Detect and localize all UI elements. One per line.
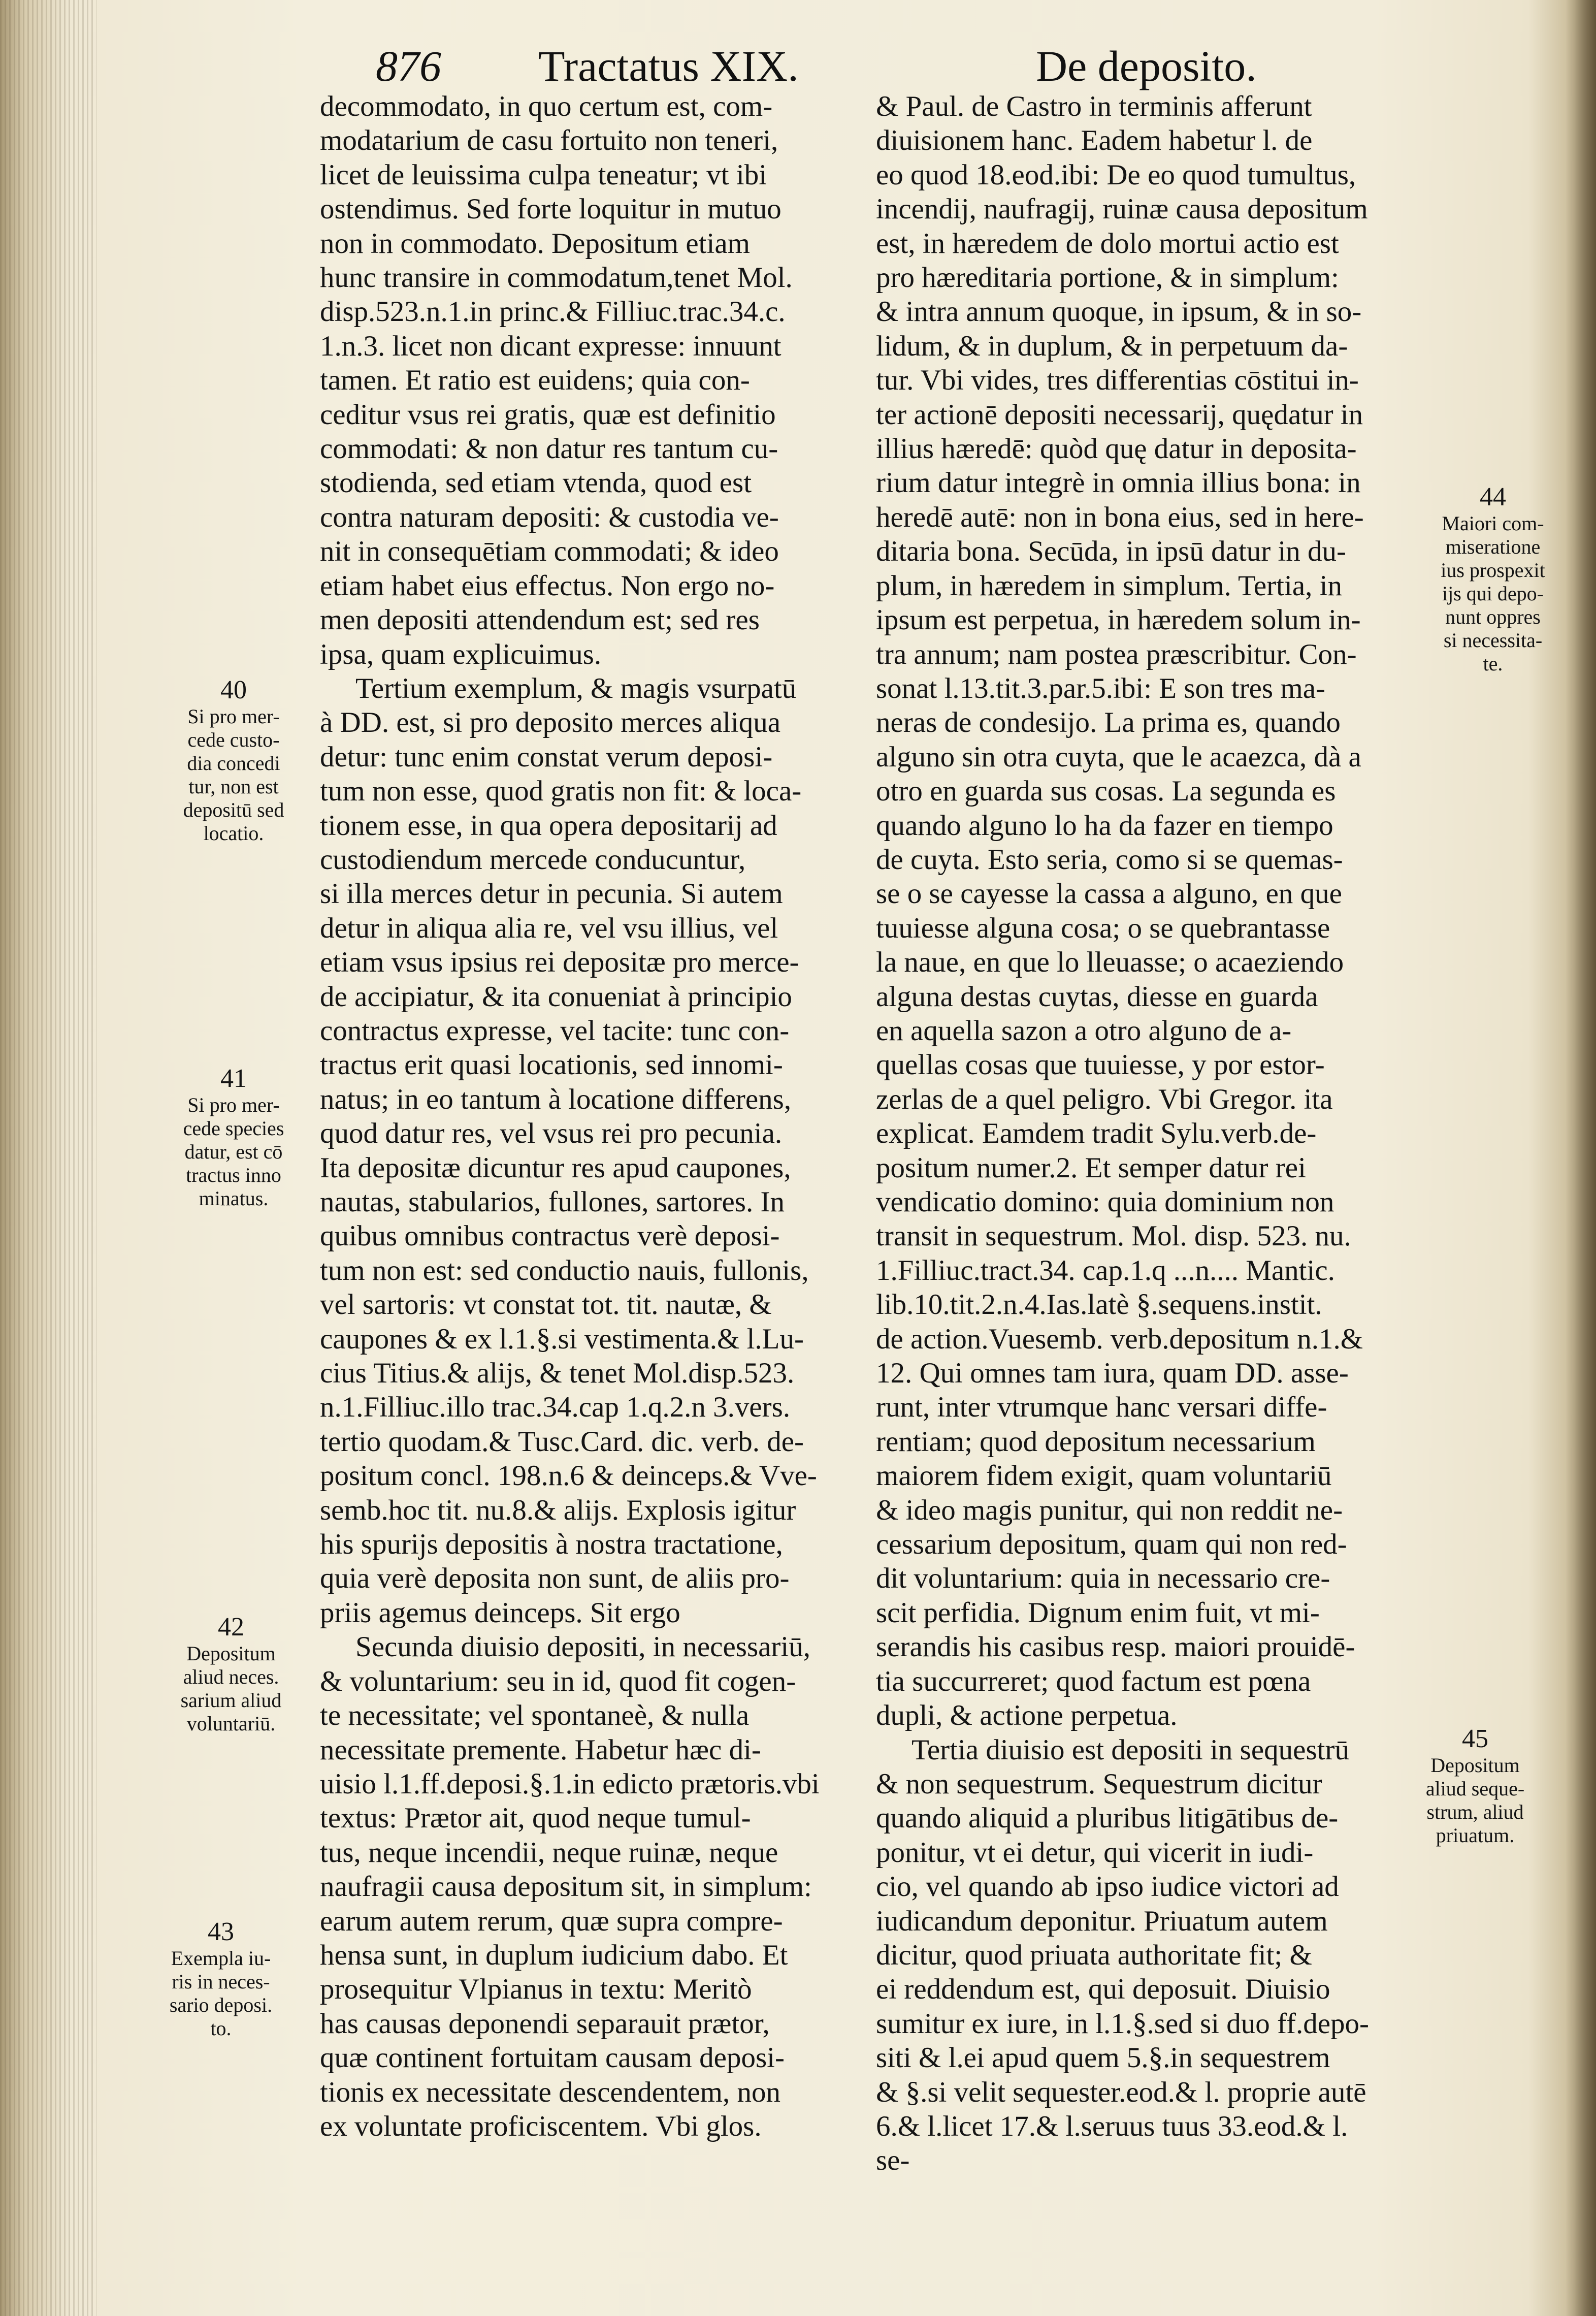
text-line: Tertia diuisio est depositi in sequestrū xyxy=(911,1733,1349,1766)
text-line: commodati: & non datur res tantum cu- xyxy=(320,433,778,465)
text-line: ipsa, quam explicuimus. xyxy=(320,638,602,670)
page-shadow xyxy=(1566,0,1596,2316)
margin-note-number: 44 xyxy=(1480,482,1506,511)
text-line: rentiam; quod depositum necessarium xyxy=(876,1425,1316,1458)
text-line: necessitate premente. Habetur hæc di- xyxy=(320,1733,761,1766)
margin-note-43 xyxy=(142,1917,300,2040)
margin-note-line: ijs qui depo- xyxy=(1442,582,1544,605)
text-line: tur. Vbi vides, tres differentias cōstitui in- xyxy=(876,364,1359,397)
text-line: & intra annum quoque, in ipsum, & in so- xyxy=(876,296,1362,328)
text-line: transit in sequestrum. Mol. disp. 523. nu. xyxy=(876,1220,1351,1252)
text-line: rium datur integrè in omnia illius bona: in xyxy=(876,467,1361,499)
margin-note-line: tractus inno xyxy=(186,1164,281,1186)
text-line: tia succurreret; quod factum est pœna xyxy=(876,1665,1311,1697)
text-line: disp.523.n.1.in princ.& Filliuc.trac.34.c. xyxy=(320,296,786,328)
text-line: ditaria bona. Secūda, in ipsū datur in du- xyxy=(876,535,1347,568)
margin-note-line: miseratione xyxy=(1445,535,1541,558)
text-line: tuuiesse alguna cosa; o se quebrantasse xyxy=(876,912,1330,944)
text-line: pro hæreditaria portione, & in simplum: xyxy=(876,262,1339,294)
margin-note-line: aliud seque- xyxy=(1425,1777,1525,1800)
text-line: dupli, & actione perpetua. xyxy=(876,1699,1178,1732)
text-line: lidum, & in duplum, & in perpetuum da- xyxy=(876,330,1348,362)
margin-note-line: Depositum xyxy=(186,1642,276,1665)
text-line: naufragii causa depositum sit, in simplum: xyxy=(320,1871,812,1903)
text-line: licet de leuissima culpa teneatur; vt ibi xyxy=(320,158,767,191)
text-line: hensa sunt, in duplum iudicium dabo. Et xyxy=(320,1939,788,1971)
text-line: alguno sin otra cuyta, que le acaezca, dà a xyxy=(876,741,1361,773)
margin-note-line: voluntariū. xyxy=(186,1712,276,1735)
text-line: hunc transire in commodatum,tenet Mol. xyxy=(320,262,793,294)
margin-note-line: dia concedi xyxy=(187,752,280,775)
margin-note-number: 43 xyxy=(208,1917,234,1946)
text-line: runt, inter vtrumque hanc versari diffe- xyxy=(876,1391,1327,1424)
text-line: de action.Vuesemb. verb.depositum n.1.& xyxy=(876,1323,1363,1355)
text-line: serandis his casibus resp. maiori prouidē- xyxy=(876,1631,1355,1663)
text-line: decommodato, in quo certum est, com- xyxy=(320,90,773,122)
margin-note-line: ris in neces- xyxy=(172,1970,270,1993)
right-text-column xyxy=(876,89,1432,2178)
text-line: cius Titius.& alijs, & tenet Mol.disp.523. xyxy=(320,1357,795,1390)
text-line: sonat l.13.tit.3.par.5.ibi: E son tres ma- xyxy=(876,672,1325,704)
margin-note-line: strum, aliud xyxy=(1426,1800,1524,1823)
text-line: à DD. est, si pro deposito merces aliqua xyxy=(320,706,781,739)
text-line: detur: tunc enim constat verum deposi- xyxy=(320,741,773,773)
text-line: n.1.Filliuc.illo trac.34.cap 1.q.2.n 3.vers. xyxy=(320,1391,791,1424)
text-line: modatarium de casu fortuito non teneri, xyxy=(320,124,778,157)
margin-note-number: 42 xyxy=(218,1613,244,1642)
text-line: en aquella sazon a otro alguno de a- xyxy=(876,1014,1292,1047)
margin-note-line: sario deposi. xyxy=(169,1993,273,2016)
text-line: tus, neque incendii, neque ruinæ, neque xyxy=(320,1836,778,1869)
margin-note-45 xyxy=(1402,1724,1549,1847)
text-line: Ita depositæ dicuntur res apud caupones, xyxy=(320,1151,791,1184)
text-line: maiorem fidem exigit, quam voluntariū xyxy=(876,1460,1332,1492)
text-line: & non sequestrum. Sequestrum dicitur xyxy=(876,1767,1322,1800)
text-line: diuisionem hanc. Eadem habetur l. de xyxy=(876,124,1313,157)
margin-note-line: locatio. xyxy=(203,822,264,845)
text-line: tra annum; nam postea præscribitur. Con- xyxy=(876,638,1357,670)
text-line: alguna destas cuytas, diesse en guarda xyxy=(876,980,1318,1013)
text-line: contractus expresse, vel tacite: tunc con- xyxy=(320,1014,790,1047)
text-line: textus: Prætor ait, quod neque tumul- xyxy=(320,1802,751,1835)
text-line: stodienda, sed etiam vtenda, quod est xyxy=(320,467,752,499)
margin-note-line: depositū sed xyxy=(183,798,284,821)
text-line: dicitur, quod priuata authoritate fit; & xyxy=(876,1939,1312,1971)
text-line: de accipiatur, & ita conueniat à principio xyxy=(320,980,792,1013)
margin-note-line: tur, non est xyxy=(188,775,279,798)
margin-note-44 xyxy=(1432,482,1554,676)
text-line: his spurijs depositis à nostra tractatione, xyxy=(320,1528,783,1561)
text-line: si illa merces detur in pecunia. Si autem xyxy=(320,878,783,910)
text-line: semb.hoc tit. nu.8.& alijs. Explosis igitur xyxy=(320,1494,796,1526)
text-line: illius hæredē: quòd quę datur in deposita- xyxy=(876,433,1357,465)
text-line: nit in consequētiam commodati; & ideo xyxy=(320,535,779,568)
page-stack-edge xyxy=(0,0,96,2316)
text-line: earum autem rerum, quæ supra compre- xyxy=(320,1905,783,1937)
text-line: ei reddendum est, qui deposuit. Diuisio xyxy=(876,1973,1330,2006)
left-text-column xyxy=(320,89,868,2143)
running-subject: De deposito. xyxy=(1036,42,1257,90)
margin-note-line: Maiori com- xyxy=(1442,512,1544,535)
text-line: men depositi attendendum est; sed res xyxy=(320,604,760,636)
margin-note-line: to. xyxy=(210,2017,232,2040)
margin-note-line: te. xyxy=(1483,652,1503,675)
text-line: contra naturam depositi: & custodia ve- xyxy=(320,501,779,533)
text-line: positum numer.2. Et semper datur rei xyxy=(876,1151,1306,1184)
text-line: scit perfidia. Dignum enim fuit, vt mi- xyxy=(876,1596,1320,1629)
margin-note-number: 45 xyxy=(1462,1724,1488,1753)
margin-note-42 xyxy=(152,1613,310,1735)
text-line: explicat. Eamdem tradit Sylu.verb.de- xyxy=(876,1117,1317,1150)
text-line: priis agemus deinceps. Sit ergo xyxy=(320,1596,680,1629)
text-line: nautas, stabularios, fullones, sartores. In xyxy=(320,1186,785,1218)
margin-note-line: datur, est cō xyxy=(184,1140,283,1163)
text-line: de cuyta. Esto seria, como si se quemas- xyxy=(876,843,1343,876)
text-line: otro en guarda sus cosas. La segunda es xyxy=(876,775,1336,808)
margin-note-line: Si pro mer- xyxy=(187,1093,280,1116)
margin-note-line: minatus. xyxy=(199,1187,269,1210)
text-line: tum non est: sed conductio nauis, fullonis, xyxy=(320,1254,809,1286)
text-line: ipsum est perpetua, in hæredem solum in- xyxy=(876,604,1361,636)
text-line: tionis ex necessitate descendentem, non xyxy=(320,2076,780,2108)
text-line: se- xyxy=(876,2144,910,2177)
text-line: eo quod 18.eod.ibi: De eo quod tumultus, xyxy=(876,158,1356,191)
text-line: neras de condesijo. La prima es, quando xyxy=(876,706,1341,739)
text-line: & ideo magis punitur, qui non reddit ne- xyxy=(876,1494,1343,1526)
margin-note-line: Si pro mer- xyxy=(187,705,280,728)
text-line: caupones & ex l.1.§.si vestimenta.& l.Lu- xyxy=(320,1323,804,1355)
margin-note-line: Depositum xyxy=(1430,1754,1520,1777)
text-line: & Paul. de Castro in terminis afferunt xyxy=(876,90,1312,122)
margin-note-41 xyxy=(157,1064,310,1210)
text-line: quia verè deposita non sunt, de aliis pro- xyxy=(320,1562,790,1595)
text-line: tum non esse, quod gratis non fit: & loca- xyxy=(320,775,802,808)
text-line: quando aliquid a pluribus litigātibus de- xyxy=(876,1802,1339,1835)
text-line: uisio l.1.ff.deposi.§.1.in edicto prætoris.vbi xyxy=(320,1767,820,1800)
text-line: ceditur vsus rei gratis, quæ est definitio xyxy=(320,398,776,431)
text-line: detur in aliqua alia re, vel vsu illius, vel xyxy=(320,912,778,944)
margin-note-line: sarium aliud xyxy=(180,1689,282,1712)
text-line: has causas deponendi separauit prætor, xyxy=(320,2007,770,2040)
text-line: 6.& l.licet 17.& l.seruus tuus 33.eod.& l. xyxy=(876,2110,1348,2142)
text-line: quæ continent fortuitam causam deposi- xyxy=(320,2042,785,2074)
text-line: vel sartoris: vt constat tot. tit. nautæ, & xyxy=(320,1289,772,1321)
text-line: Tertium exemplum, & magis vsurpatū xyxy=(355,672,797,704)
text-line: & §.si velit sequester.eod.& l. proprie autē xyxy=(876,2076,1366,2108)
text-line: 1.n.3. licet non dicant expresse: innuunt xyxy=(320,330,781,362)
text-line: tractus erit quasi locationis, sed innomi- xyxy=(320,1049,783,1081)
text-line: ostendimus. Sed forte loquitur in mutuo xyxy=(320,193,781,226)
text-line: ter actionē depositi necessarij, quędatur in xyxy=(876,398,1363,431)
text-line: quibus omnibus contractus verè deposi- xyxy=(320,1220,780,1252)
text-line: heredē autē: non in bona eius, sed in here- xyxy=(876,501,1364,533)
page-number: 876 xyxy=(376,42,441,90)
margin-note-line: nunt oppres xyxy=(1445,605,1541,628)
text-line: & voluntarium: seu in id, quod fit cogen- xyxy=(320,1665,796,1697)
text-line: cio, vel quando ab ipso iudice victori ad xyxy=(876,1871,1339,1903)
margin-note-line: Exempla iu- xyxy=(171,1947,271,1970)
text-line: zerlas de a quel peligro. Vbi Gregor. ita xyxy=(876,1083,1333,1115)
text-line: ex voluntate proficiscentem. Vbi glos. xyxy=(320,2110,762,2142)
margin-note-line: ius prospexit xyxy=(1441,559,1545,582)
text-line: est, in hæredem de dolo mortui actio est xyxy=(876,227,1339,260)
text-line: quellas cosas que tuuiesse, y por estor- xyxy=(876,1049,1325,1081)
margin-note-line: priuatum. xyxy=(1436,1824,1515,1847)
text-line: non in commodato. Depositum etiam xyxy=(320,227,750,260)
text-line: se o se cayesse la cassa a alguno, en que xyxy=(876,878,1342,910)
margin-note-line: aliud neces. xyxy=(183,1665,279,1688)
text-line: cessarium depositum, quam qui non red- xyxy=(876,1528,1347,1561)
text-line: vendicatio domino: quia dominium non xyxy=(876,1186,1334,1218)
margin-note-line: cede species xyxy=(183,1117,284,1140)
text-line: etiam vsus ipsius rei depositæ pro merce- xyxy=(320,946,799,979)
text-line: sumitur ex iure, in l.1.§.sed si duo ff.depo- xyxy=(876,2007,1369,2040)
text-line: 1.Filliuc.tract.34. cap.1.q ...n.... Mantic. xyxy=(876,1254,1335,1286)
margin-note-number: 41 xyxy=(220,1064,247,1093)
running-title: Tractatus XIX. xyxy=(538,42,799,90)
text-line: te necessitate; vel spontaneè, & nulla xyxy=(320,1699,750,1732)
margin-note-number: 40 xyxy=(220,676,247,704)
text-line: siti & l.ei apud quem 5.§.in sequestrem xyxy=(876,2042,1330,2074)
text-line: quod datur res, vel vsus rei pro pecunia. xyxy=(320,1117,783,1150)
text-line: tamen. Et ratio est euidens; quia con- xyxy=(320,364,750,397)
text-line: prosequitur Vlpianus in textu: Meritò xyxy=(320,1973,752,2006)
text-line: la naue, en que lo lleuasse; o acaeziendo xyxy=(876,946,1344,979)
text-line: iudicandum deponitur. Priuatum autem xyxy=(876,1905,1328,1937)
text-line: tionem esse, in qua opera depositarij ad xyxy=(320,809,777,842)
margin-note-line: cede custo- xyxy=(187,728,280,751)
margin-note-40 xyxy=(157,676,310,845)
text-line: lib.10.tit.2.n.4.Ias.latè §.sequens.instit. xyxy=(876,1289,1322,1321)
text-line: dit voluntarium: quia in necessario cre- xyxy=(876,1562,1330,1595)
text-line: positum concl. 198.n.6 & deinceps.& Vve- xyxy=(320,1460,817,1492)
text-line: tertio quodam.& Tusc.Card. dic. verb. de- xyxy=(320,1425,804,1458)
text-line: quando alguno lo ha da fazer en tiempo xyxy=(876,809,1333,842)
text-line: 12. Qui omnes tam iura, quam DD. asse- xyxy=(876,1357,1349,1390)
margin-note-line: si necessita- xyxy=(1443,629,1543,652)
text-line: custodiendum mercede conducuntur, xyxy=(320,843,746,876)
text-line: ponitur, vt ei detur, qui vicerit in iudi- xyxy=(876,1836,1314,1869)
text-line: incendij, naufragij, ruinæ causa depositum xyxy=(876,193,1368,226)
text-line: Secunda diuisio depositi, in necessariū, xyxy=(355,1631,810,1663)
text-line: etiam habet eius effectus. Non ergo no- xyxy=(320,569,775,602)
text-line: natus; in eo tantum à locatione differens, xyxy=(320,1083,792,1115)
text-line: plum, in hæredem in simplum. Tertia, in xyxy=(876,569,1342,602)
